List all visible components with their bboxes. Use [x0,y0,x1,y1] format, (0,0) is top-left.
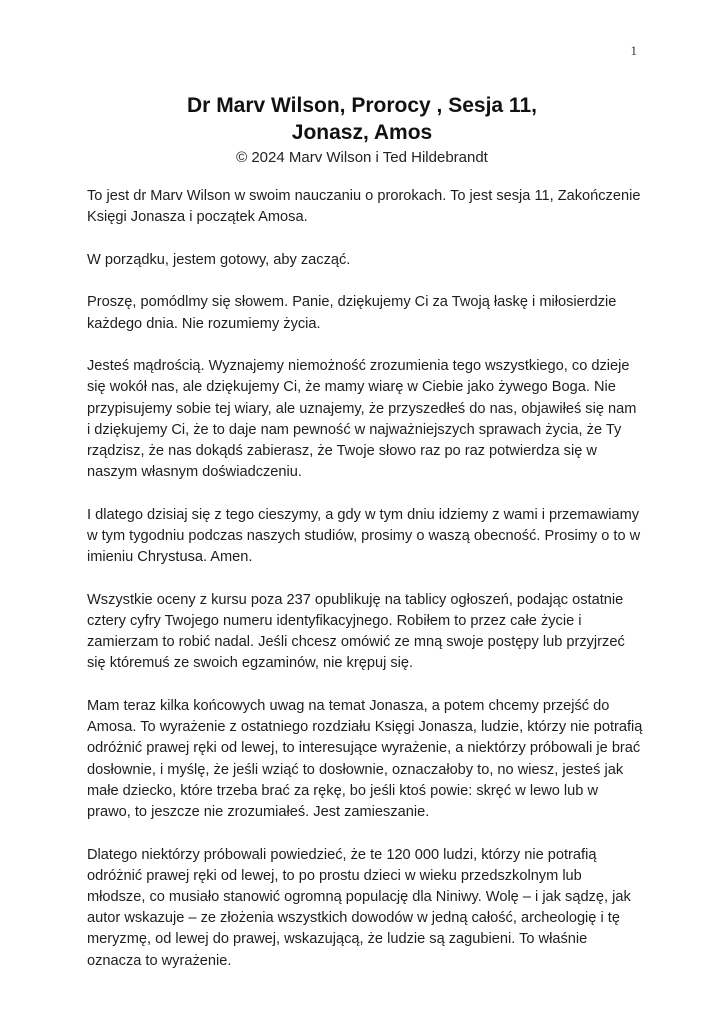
document-body [87,186,643,993]
paragraph: Proszę, pomódlmy się słowem. Panie, dziękujemy Ci za Twoją łaskę i miłosierdzie każdego dnia. Nie rozumiemy życia. [87,294,617,332]
paragraph: To jest dr Marv Wilson w swoim nauczaniu o prorokach. To jest sesja 11, Zakończenie Księgi Jonasza i początek Amosa. [87,188,641,226]
copyright-line: © 2024 Marv Wilson i Ted Hildebrandt [236,149,488,166]
paragraph: Mam teraz kilka końcowych uwag na temat Jonasza, a potem chcemy przejść do Amosa. To wyrażenie z ostatniego rozdziału Księgi Jonasza, ludzie, którzy nie potrafią odróżnić prawej ręki od lewej, to interesujące wyrażenie, a niektórzy próbowali je brać dosłownie, i myślę, że jeśli wziąć to dosłownie, oznaczałoby to, no wiesz, jesteś jak małe dziecko, które trzeba brać za rękę, bo jeśli ktoś powie: skręć w lewo lub w prawo, to jeszcze nie zrozumiałeś. Jest zamieszanie. [87,698,643,821]
document-title [0,92,724,146]
paragraph: Wszystkie oceny z kursu poza 237 opublikuję na tablicy ogłoszeń, podając ostatnie cztery cyfry Twojego numeru identyfikacyjnego. Robiłem to przez całe życie i zamierzam to robić nadal. Jeśli chcesz omówić ze mną swoje postępy lub przyjrzeć się któremuś ze swoich egzaminów, nie krępuj się. [87,591,625,672]
paragraph: W porządku, jestem gotowy, aby zacząć. [87,251,351,268]
title-line-1: Dr Marv Wilson, Prorocy , Sesja 11, [187,94,537,117]
page-number: 1 [630,43,637,58]
title-line-2: Jonasz, Amos [291,121,433,144]
paragraph: Jesteś mądrością. Wyznajemy niemożność zrozumienia tego wszystkiego, co dzieje się wokół nas, ale dziękujemy Ci, że mamy wiarę w Ciebie jako żywego Boga. Nie przypisujemy sobie tej wiary, ale uznajemy, że przyszedłeś do nas, objawiłeś się nam i dziękujemy Ci, że to daje nam pewność w najważniejszych sprawach życia, że Ty rządzisz, że nas dokądś zabierasz, że Twoje słowo raz po raz potwierdza się w naszym własnym doświadczeniu. [87,358,637,481]
paragraph: Dlatego niektórzy próbowali powiedzieć, że te 120 000 ludzi, którzy nie potrafią odróżnić prawej ręki od lewej, to po prostu dzieci w wieku przedszkolnym lub młodsze, co musiało stanowić ogromną populację dla Niniwy. Wolę – i jak sądzę, jak autor wskazuje – ze złożenia wszystkich dowodów w jedną całość, archeologię i tę meryzmę, od lewej do prawej, wskazującą, że ludzie są zagubieni. To właśnie oznacza to wyrażenie. [87,846,631,969]
paragraph: I dlatego dzisiaj się z tego cieszymy, a gdy w tym dniu idziemy z wami i przemawiamy w tym tygodniu podczas naszych studiów, prosimy o waszą obecność. Prosimy o to w imieniu Chrystusa. Amen. [87,506,641,566]
